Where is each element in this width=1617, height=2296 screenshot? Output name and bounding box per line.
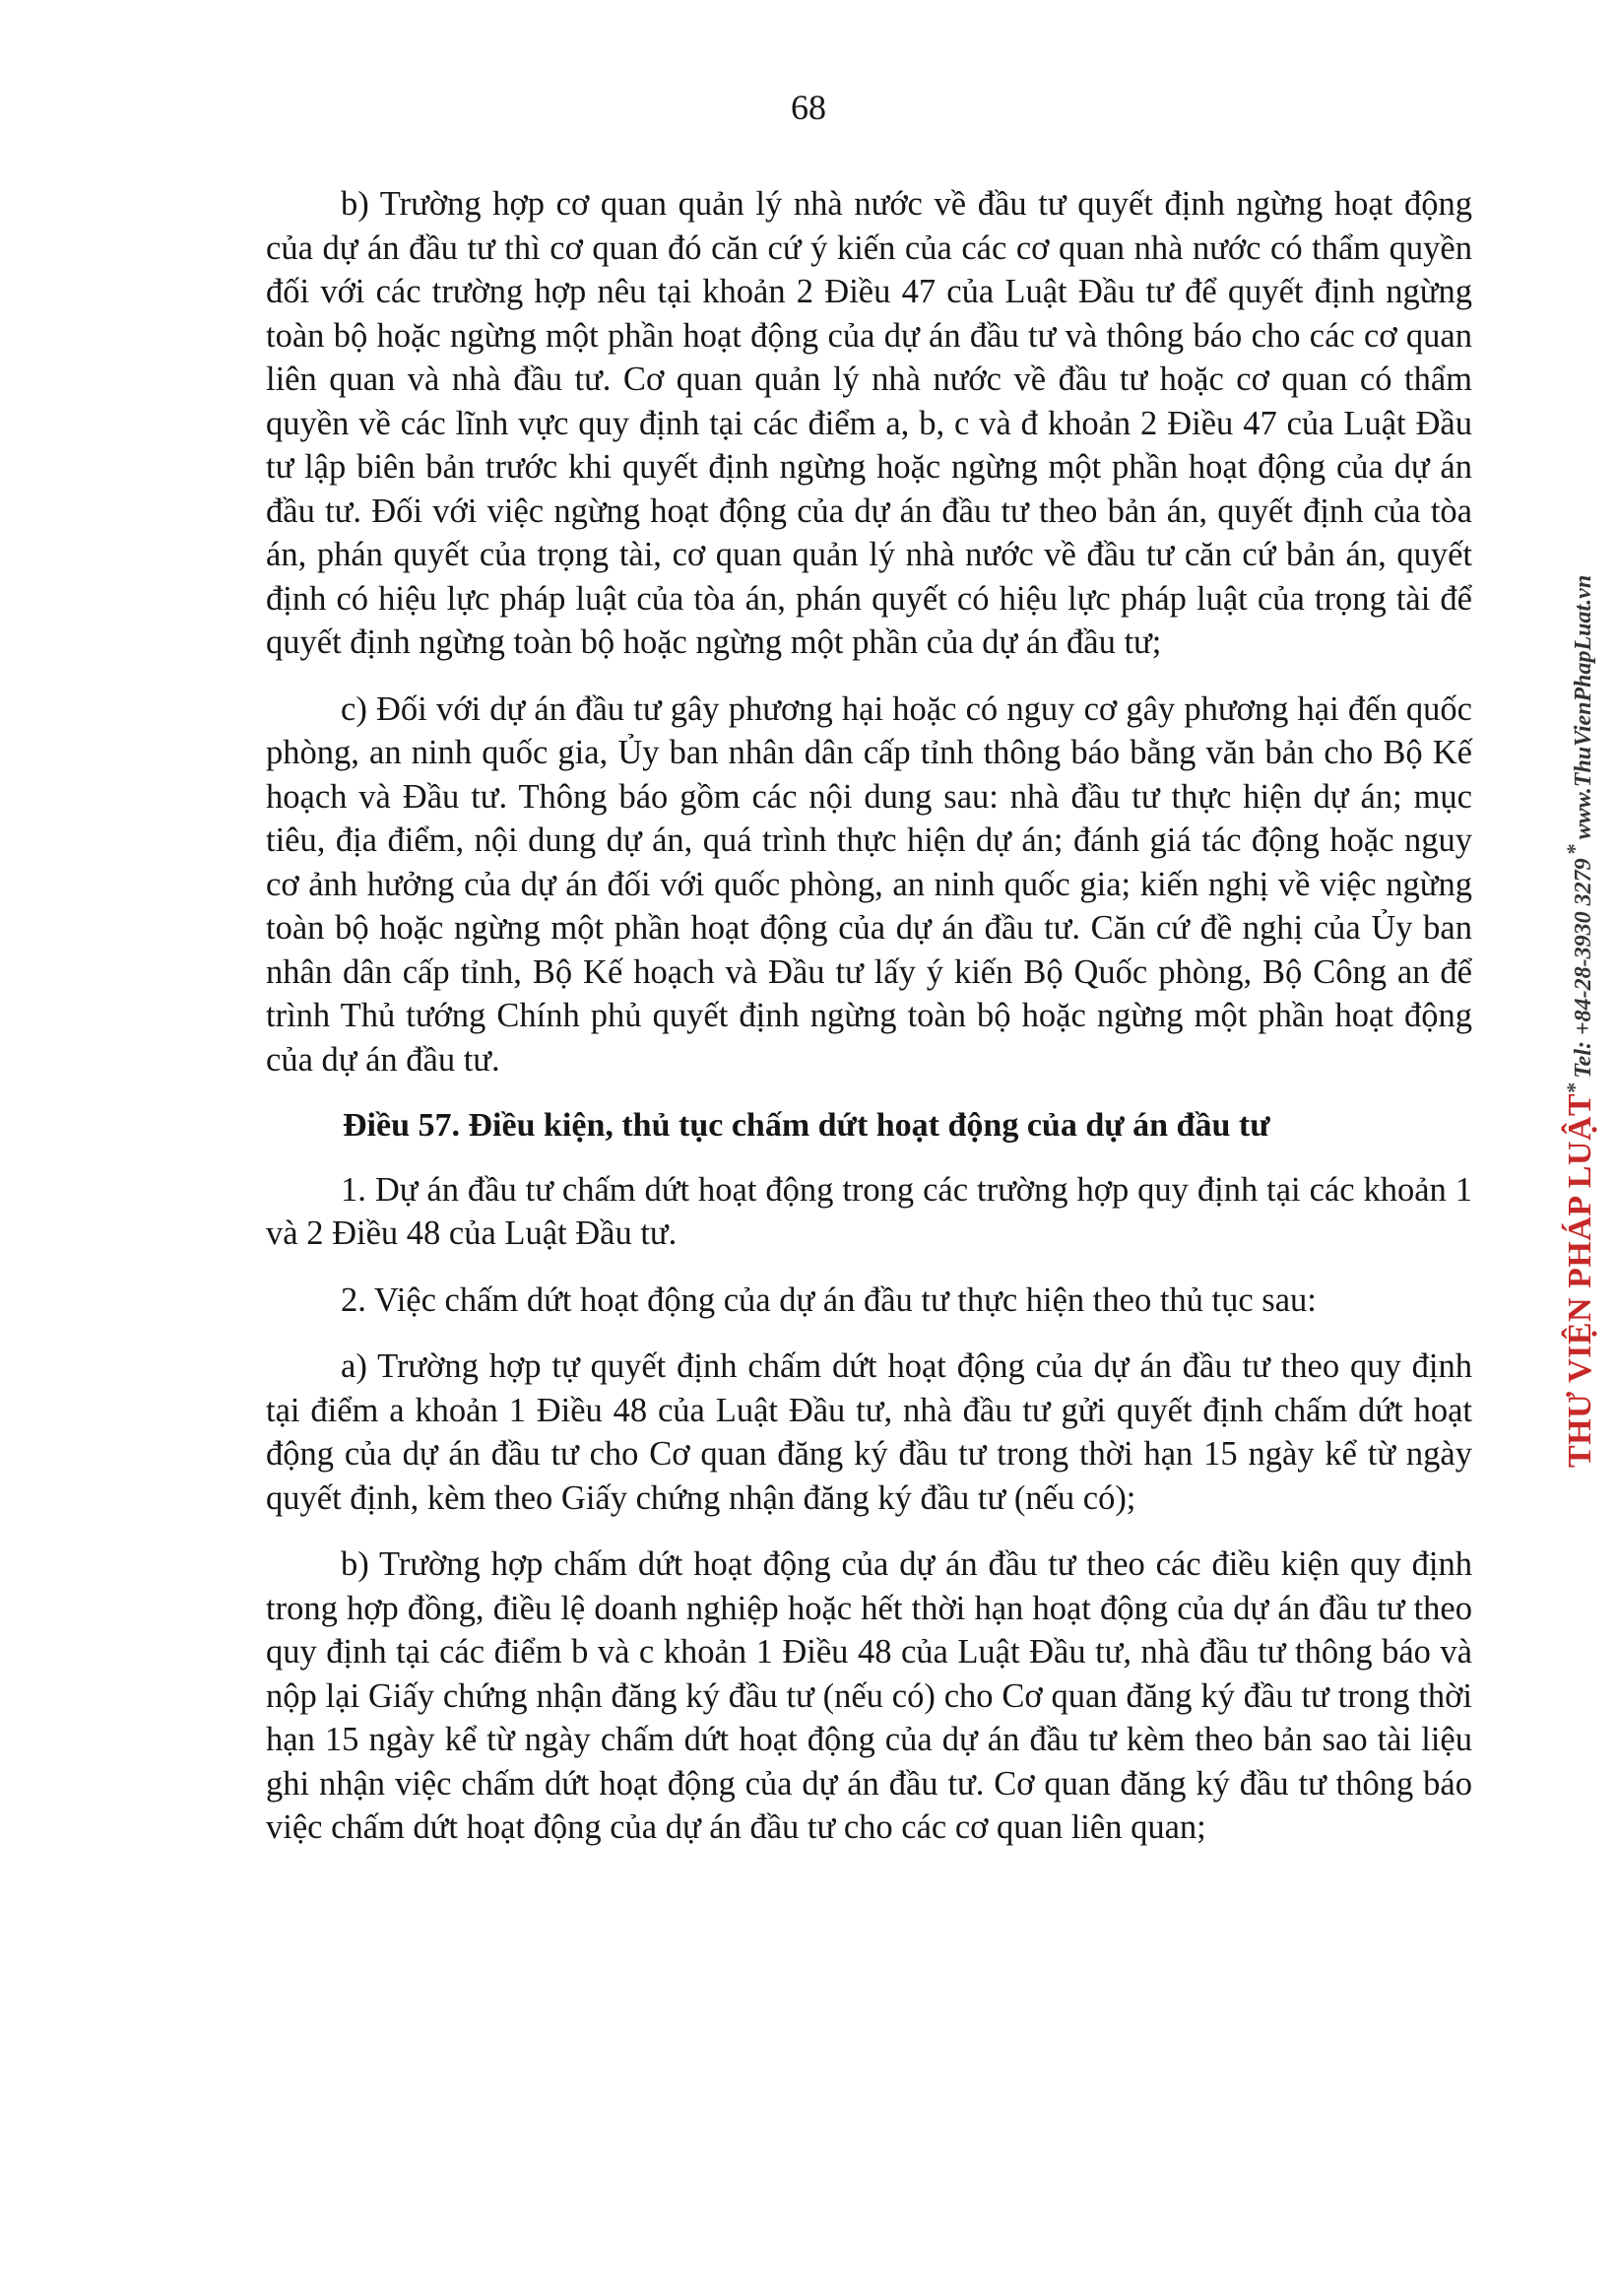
watermark-name: THƯ VIỆN PHÁP LUẬT: [1562, 1092, 1598, 1468]
watermark-star: *: [1562, 1082, 1586, 1093]
clause-2: 2. Việc chấm dứt hoạt động của dự án đầu tư thực hiện theo thủ tục sau:: [341, 1280, 1317, 1319]
document-body: [266, 182, 1472, 1872]
point-b: b) Trường hợp chấm dứt hoạt động của dự án đầu tư theo các điều kiện quy định trong hợp đồng, điều lệ doanh nghiệp hoặc hết thời hạn hoạt động của dự án đầu tư theo quy định tại các điểm b và c khoản 1 Điều 48 của Luật Đầu tư, nhà đầu tư thông báo và nộp lại Giấy chứng nhận đăng ký đầu tư (nếu có) cho Cơ quan đăng ký đầu tư trong thời hạn 15 ngày kể từ ngày chấm dứt hoạt động của dự án đầu tư kèm theo bản sao tài liệu ghi nhận việc chấm dứt hoạt động của dự án đầu tư. Cơ quan đăng ký đầu tư thông báo việc chấm dứt hoạt động của dự án đầu tư cho các cơ quan liên quan;: [266, 1545, 1472, 1846]
page-number: 68: [791, 88, 826, 127]
clause-1: 1. Dự án đầu tư chấm dứt hoạt động trong các trường hợp quy định tại các khoản 1 và 2 Điều 48 của Luật Đầu tư.: [266, 1170, 1472, 1252]
point-a: a) Trường hợp tự quyết định chấm dứt hoạt động của dự án đầu tư theo quy định tại điểm a khoản 1 Điều 48 của Luật Đầu tư, nhà đầu tư gửi quyết định chấm dứt hoạt động của dự án đầu tư cho Cơ quan đăng ký đầu tư trong thời hạn 15 ngày kể từ ngày quyết định, kèm theo Giấy chứng nhận đăng ký đầu tư (nếu có);: [266, 1347, 1472, 1517]
watermark-website: www.ThuVienPhapLuat.vn: [1571, 574, 1596, 840]
watermark-star: *: [1562, 843, 1586, 855]
article-57-heading: Điều 57. Điều kiện, thủ tục chấm dứt hoạt động của dự án đầu tư: [343, 1107, 1270, 1144]
watermark-tel: Tel: +84-28-3930 3279: [1571, 858, 1596, 1079]
paragraph-b-suspension: b) Trường hợp cơ quan quản lý nhà nước về đầu tư quyết định ngừng hoạt động của dự án đầu tư thì cơ quan đó căn cứ ý kiến của các cơ quan nhà nước có thẩm quyền đối với các trường hợp nêu tại khoản 2 Điều 47 của Luật Đầu tư để quyết định ngừng toàn bộ hoặc ngừng một phần hoạt động của dự án đầu tư và thông báo cho các cơ quan liên quan và nhà đầu tư. Cơ quan quản lý nhà nước về đầu tư hoặc cơ quan có thẩm quyền về các lĩnh vực quy định tại các điểm a, b, c và đ khoản 2 Điều 47 của Luật Đầu tư lập biên bản trước khi quyết định ngừng hoặc ngừng một phần hoạt động của dự án đầu tư. Đối với việc ngừng hoạt động của dự án đầu tư theo bản án, quyết định của tòa án, phán quyết của trọng tài, cơ quan quản lý nhà nước về đầu tư căn cứ bản án, quyết định có hiệu lực pháp luật của tòa án, phán quyết có hiệu lực pháp luật của trọng tài để quyết định ngừng toàn bộ hoặc ngừng một phần của dự án đầu tư;: [266, 185, 1472, 661]
watermark: [1562, 575, 1599, 1468]
paragraph-c-national-defense: c) Đối với dự án đầu tư gây phương hại hoặc có nguy cơ gây phương hại đến quốc phòng, an ninh quốc gia, Ủy ban nhân dân cấp tỉnh thông báo bằng văn bản cho Bộ Kế hoạch và Đầu tư. Thông báo gồm các nội dung sau: nhà đầu tư thực hiện dự án; mục tiêu, địa điểm, nội dung dự án, quá trình thực hiện dự án; đánh giá tác động hoặc nguy cơ ảnh hưởng của dự án đối với quốc phòng, an ninh quốc gia; kiến nghị về việc ngừng toàn bộ hoặc ngừng một phần hoạt động của dự án đầu tư. Căn cứ đề nghị của Ủy ban nhân dân cấp tỉnh, Bộ Kế hoạch và Đầu tư lấy ý kiến Bộ Quốc phòng, Bộ Công an để trình Thủ tướng Chính phủ quyết định ngừng toàn bộ hoặc ngừng một phần hoạt động của dự án đầu tư.: [266, 689, 1472, 1079]
